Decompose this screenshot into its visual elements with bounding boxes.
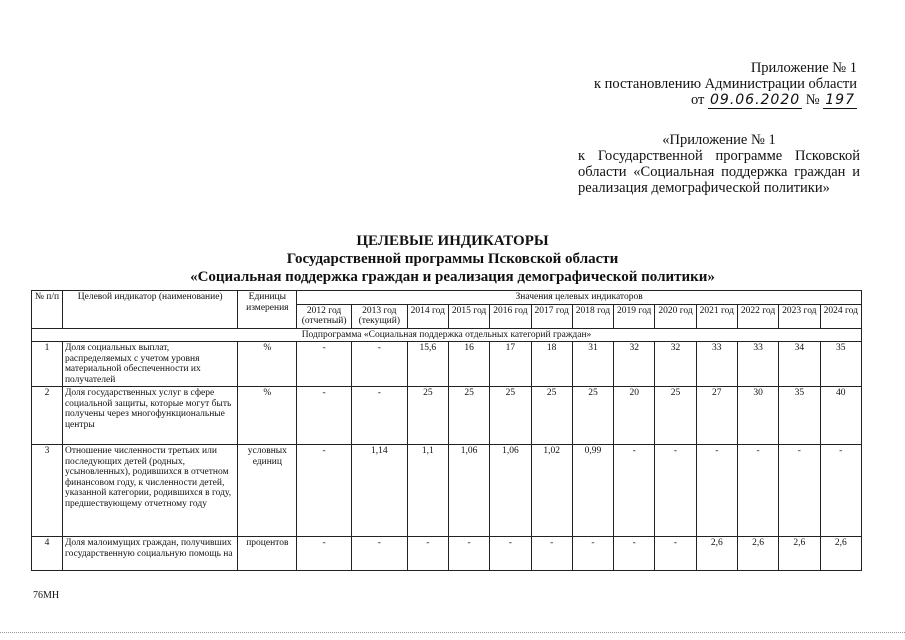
row-value: 35 xyxy=(820,342,862,387)
document-title: ЦЕЛЕВЫЕ ИНДИКАТОРЫ xyxy=(356,233,549,249)
appendix-header xyxy=(557,60,857,108)
row-value: - xyxy=(655,537,696,571)
row-number: 2 xyxy=(32,387,63,445)
document-subtitle: Государственной программы Псковской области xyxy=(286,251,619,267)
handwritten-date: 09.06.2020 xyxy=(710,92,801,108)
row-value: 2,6 xyxy=(820,537,862,571)
year-header: 2015 год xyxy=(448,304,489,328)
year-header: 2012 год (отчетный) xyxy=(297,304,352,328)
row-value: - xyxy=(297,445,352,537)
subprogram-row xyxy=(32,328,862,342)
row-value: 15,6 xyxy=(407,342,448,387)
subprogram-label: Подпрограмма «Социальная поддержка отдельных категорий граждан» xyxy=(32,328,862,342)
row-value: - xyxy=(779,445,820,537)
document-program-name: «Социальная поддержка граждан и реализация демографической политики» xyxy=(190,269,715,285)
header-values: Значения целевых индикаторов xyxy=(297,291,862,305)
number-prefix: № xyxy=(805,92,820,108)
row-value: 32 xyxy=(614,342,655,387)
appendix-line2: к постановлению Администрации области xyxy=(593,76,857,92)
row-value: 18 xyxy=(531,342,572,387)
row-value: - xyxy=(351,387,407,445)
row-value: - xyxy=(351,537,407,571)
table-row xyxy=(32,445,862,537)
table-header-row xyxy=(32,291,862,305)
row-value: 27 xyxy=(696,387,737,445)
row-value: 34 xyxy=(779,342,820,387)
row-value: 33 xyxy=(737,342,778,387)
row-number: 1 xyxy=(32,342,63,387)
row-value: 25 xyxy=(655,387,696,445)
row-value: - xyxy=(614,445,655,537)
appendix-line1: Приложение № 1 xyxy=(750,60,857,76)
handwritten-number: 197 xyxy=(825,92,855,108)
row-value: 33 xyxy=(696,342,737,387)
row-value: 2,6 xyxy=(779,537,820,571)
row-value: - xyxy=(297,387,352,445)
year-header: 2016 год xyxy=(490,304,531,328)
appendix2-body: к Государственной программе Псковской области «Социальная поддержка граждан и реализация демографической политики» xyxy=(578,148,860,196)
year-header: 2023 год xyxy=(779,304,820,328)
row-value: 25 xyxy=(448,387,489,445)
row-value: 17 xyxy=(490,342,531,387)
row-value: - xyxy=(572,537,613,571)
row-value: 1,1 xyxy=(407,445,448,537)
row-value: - xyxy=(407,537,448,571)
scan-edge-divider xyxy=(0,632,905,633)
year-header: 2020 год xyxy=(655,304,696,328)
row-value: - xyxy=(351,342,407,387)
row-value: 25 xyxy=(490,387,531,445)
row-value: - xyxy=(490,537,531,571)
page-footer-code: 76МН xyxy=(33,590,60,601)
row-value: - xyxy=(531,537,572,571)
indicators-table xyxy=(31,290,862,571)
row-unit: % xyxy=(238,387,297,445)
row-value: 25 xyxy=(531,387,572,445)
row-indicator-name: Доля социальных выплат, распределяемых с учетом уровня материальной обеспеченности их получателей xyxy=(62,342,237,387)
row-value: 1,02 xyxy=(531,445,572,537)
row-value: - xyxy=(614,537,655,571)
row-value: 16 xyxy=(448,342,489,387)
year-header: 2014 год xyxy=(407,304,448,328)
row-value: 1,06 xyxy=(448,445,489,537)
header-unit: Единицы измерения xyxy=(238,291,297,329)
header-indicator-name: Целевой индикатор (наименование) xyxy=(62,291,237,329)
row-value: - xyxy=(737,445,778,537)
row-indicator-name: Доля малоимущих граждан, получивших государственную социальную помощь на xyxy=(62,537,237,571)
year-header: 2024 год xyxy=(820,304,862,328)
year-header: 2022 год xyxy=(737,304,778,328)
row-value: - xyxy=(448,537,489,571)
row-indicator-name: Доля государственных услуг в сфере социальной защиты, которые могут быть получены через многофункциональные центры xyxy=(62,387,237,445)
row-value: - xyxy=(297,342,352,387)
row-value: - xyxy=(655,445,696,537)
row-value: 40 xyxy=(820,387,862,445)
row-value: 31 xyxy=(572,342,613,387)
appendix-program-reference xyxy=(578,132,860,196)
year-header: 2013 год (текущий) xyxy=(351,304,407,328)
row-unit: условных единиц xyxy=(238,445,297,537)
appendix2-line1: «Приложение № 1 xyxy=(662,132,776,148)
row-value: 2,6 xyxy=(696,537,737,571)
year-header: 2018 год xyxy=(572,304,613,328)
row-value: 32 xyxy=(655,342,696,387)
row-number: 4 xyxy=(32,537,63,571)
row-indicator-name: Отношение численности третьих или последующих детей (родных, усыновленных), родившихся в отчетном финансовом году, к численности детей, указанной категории, родившихся в году, предшествующему отчетному году xyxy=(62,445,237,537)
row-value: - xyxy=(696,445,737,537)
row-value: 2,6 xyxy=(737,537,778,571)
header-number: № п/п xyxy=(32,291,63,329)
row-value: 0,99 xyxy=(572,445,613,537)
year-header: 2019 год xyxy=(614,304,655,328)
row-value: 35 xyxy=(779,387,820,445)
table-row xyxy=(32,342,862,387)
year-header: 2021 год xyxy=(696,304,737,328)
appendix-date-line xyxy=(691,92,857,108)
row-unit: % xyxy=(238,342,297,387)
row-value: 1,14 xyxy=(351,445,407,537)
date-prefix: от xyxy=(690,92,705,108)
row-value: - xyxy=(820,445,862,537)
row-value: 25 xyxy=(407,387,448,445)
row-number: 3 xyxy=(32,445,63,537)
row-value: 1,06 xyxy=(490,445,531,537)
year-header: 2017 год xyxy=(531,304,572,328)
table-row xyxy=(32,387,862,445)
row-value: - xyxy=(297,537,352,571)
row-unit: процентов xyxy=(238,537,297,571)
row-value: 20 xyxy=(614,387,655,445)
row-value: 30 xyxy=(737,387,778,445)
row-value: 25 xyxy=(572,387,613,445)
table-row xyxy=(32,537,862,571)
